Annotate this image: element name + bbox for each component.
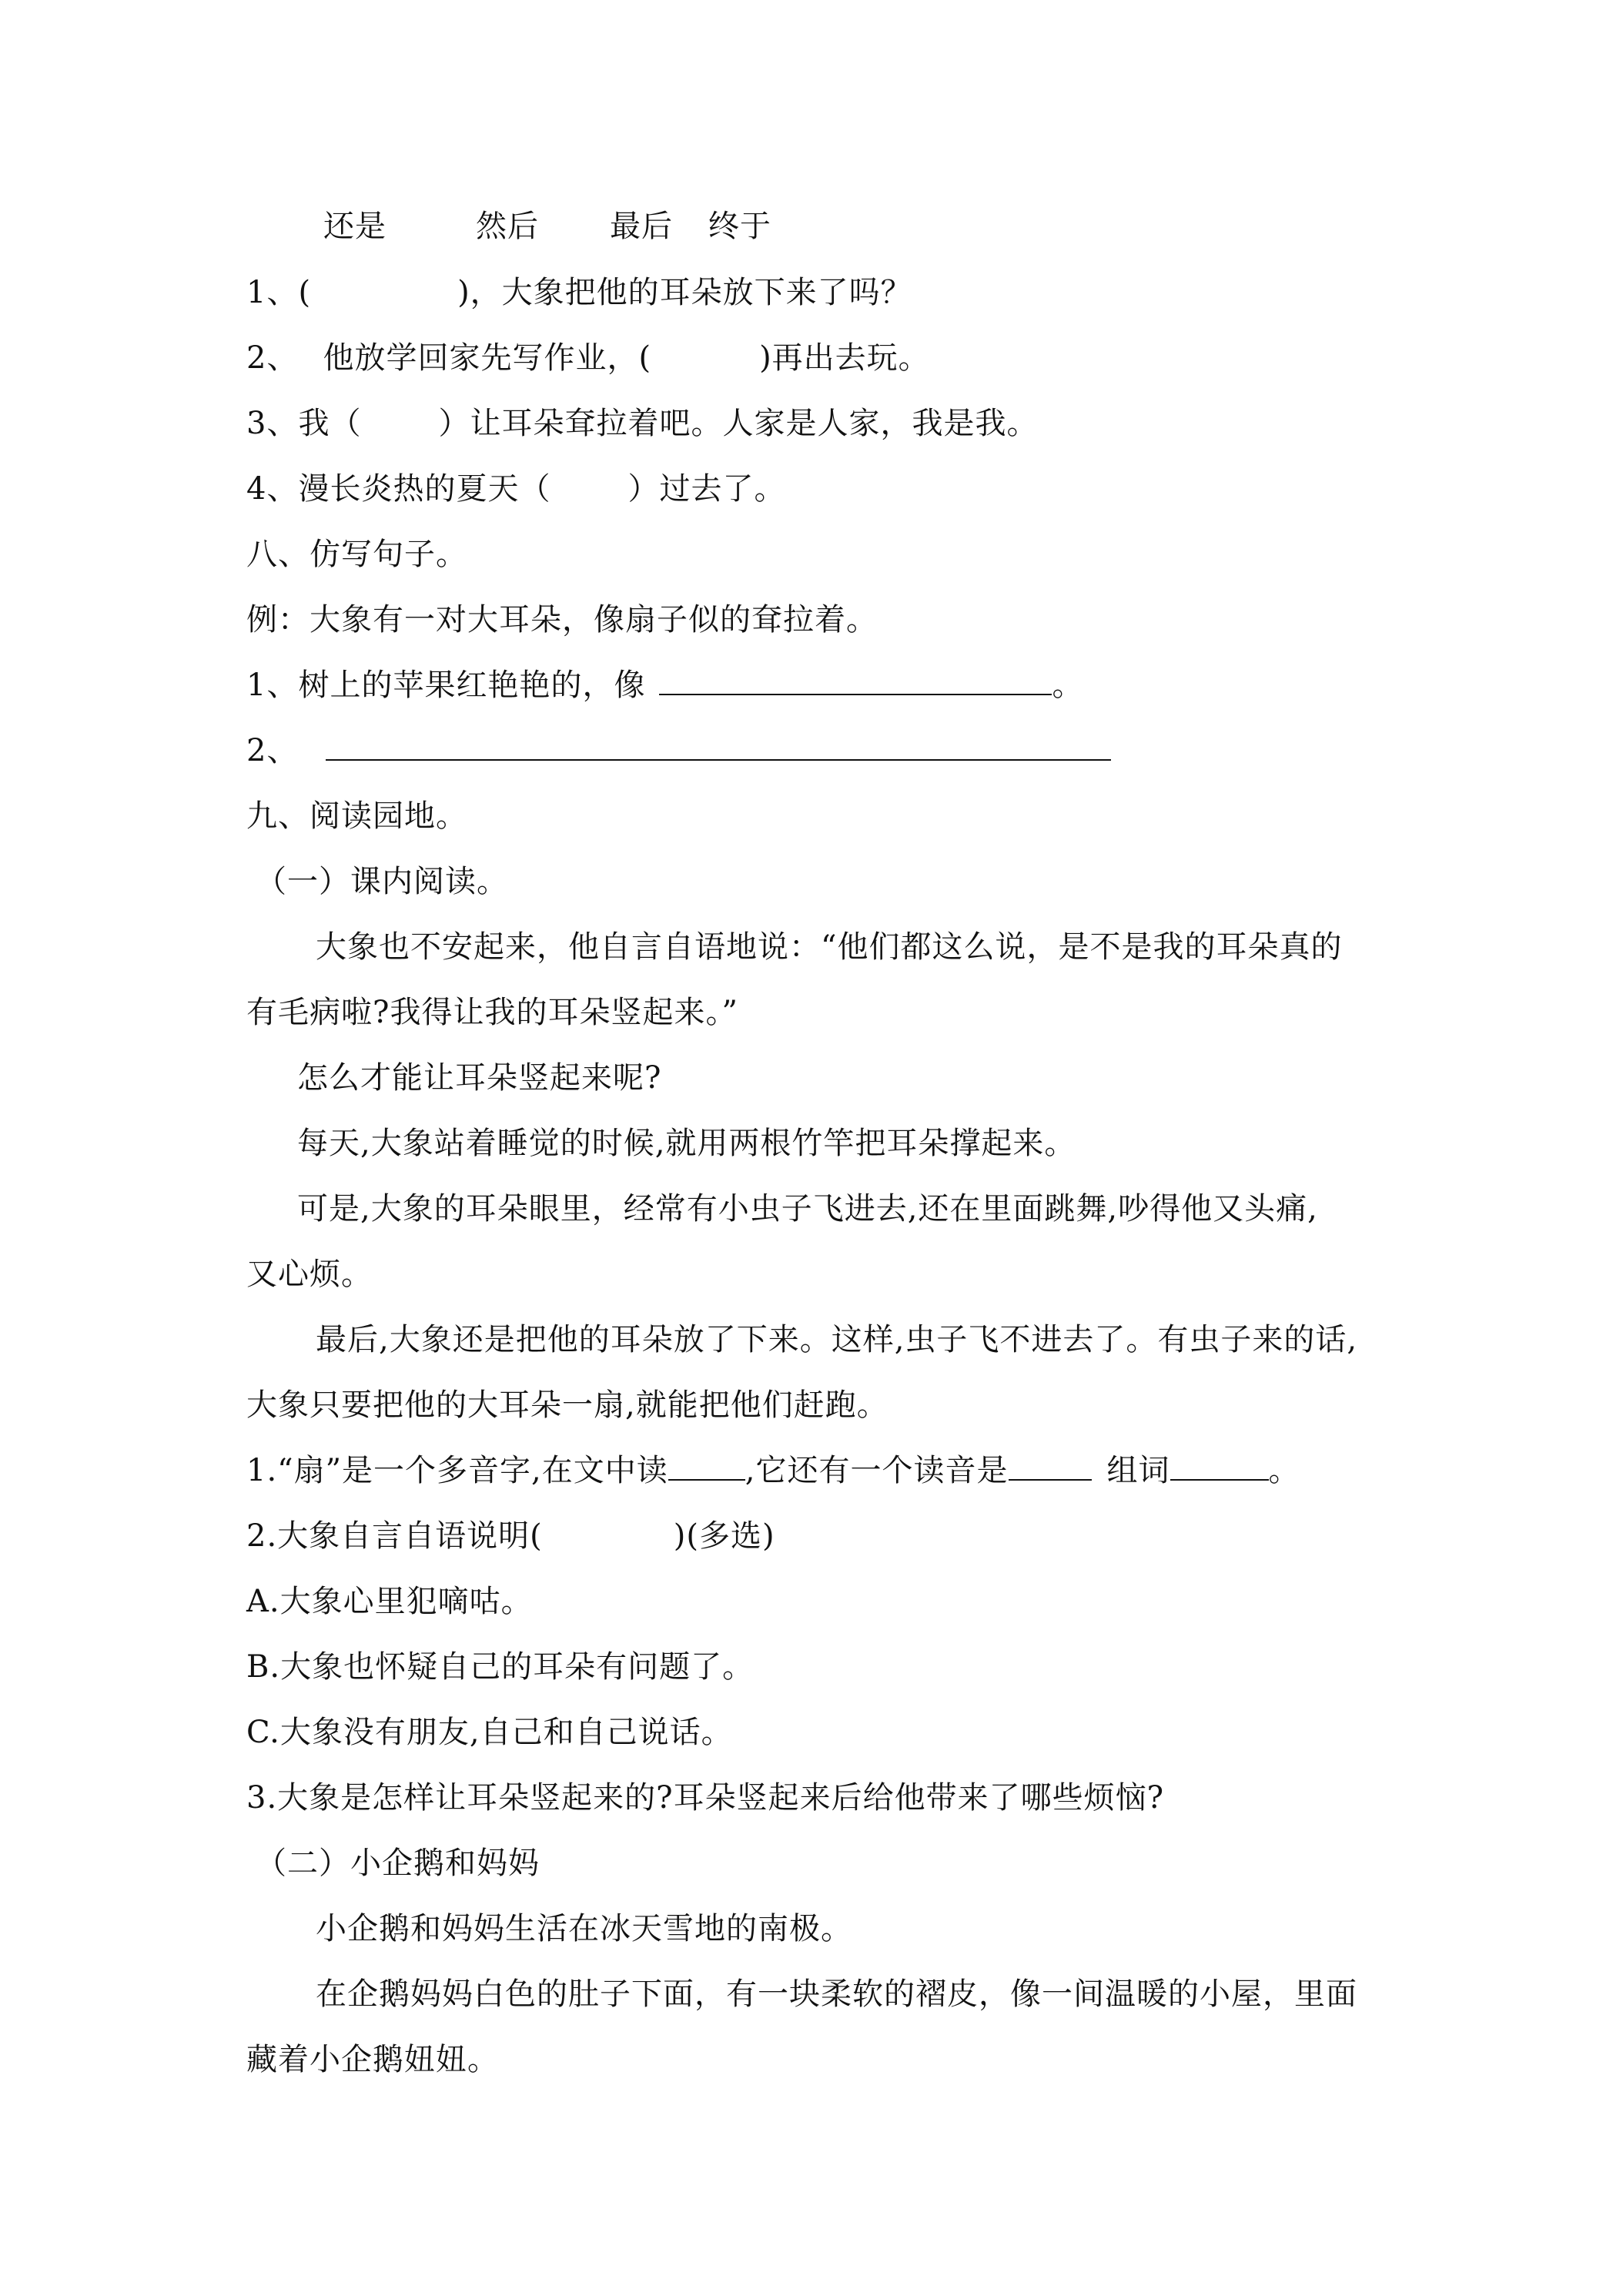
item-text: ）让耳朵耷拉着吧。人家是人家，我是我。 — [438, 406, 1039, 441]
passage-line: 大象也不安起来，他自言自语地说：“他们都这么说，是不是我的耳朵真的 — [316, 929, 1343, 965]
passage-line: 大象只要把他的大耳朵一扇,就能把他们赶跑。 — [246, 1387, 888, 1423]
item-text: )，大象把他的耳朵放下来了吗？ — [457, 275, 912, 310]
question-1 — [246, 1452, 1300, 1489]
passage-line: 小企鹅和妈妈生活在冰天雪地的南极。 — [316, 1911, 852, 1946]
question-text: ,它还有一个读音是 — [745, 1453, 1009, 1488]
passage-line: 怎么才能让耳朵竖起来呢? — [297, 1060, 662, 1096]
section-heading: 九、阅读园地。 — [246, 798, 467, 834]
imitate-item-1 — [246, 667, 1083, 704]
reading-part-title: （二）小企鹅和妈妈 — [256, 1846, 540, 1881]
answer-line[interactable] — [1009, 1478, 1092, 1481]
item-text: 1、树上的苹果红艳艳的，像 — [246, 668, 646, 703]
question-text: 1.“扇”是一个多音字,在文中读 — [246, 1453, 668, 1488]
answer-line[interactable] — [326, 758, 1111, 761]
item-text: 他放学回家先写作业，( — [323, 340, 652, 376]
passage-line: 最后,大象还是把他的耳朵放了下来。这样,虫子飞不进去了。有虫子来的话, — [316, 1322, 1358, 1357]
passage-line: 藏着小企鹅妞妞。 — [246, 2042, 499, 2077]
question-text: 。 — [1268, 1453, 1300, 1488]
passage-line: 在企鹅妈妈白色的肚子下面，有一块柔软的褶皮，像一间温暖的小屋，里面 — [316, 1976, 1357, 2012]
answer-line[interactable] — [659, 693, 1052, 695]
fill-item-1 — [246, 274, 912, 311]
item-text: ）过去了。 — [627, 471, 786, 507]
reading-part-title: （一）课内阅读。 — [256, 864, 508, 899]
section-heading: 八、仿写句子。 — [246, 537, 467, 572]
word-bank-item: 最后 — [610, 209, 673, 244]
word-bank — [323, 208, 771, 245]
item-number: 3、 — [246, 406, 299, 441]
option-c: C.大象没有朋友,自己和自己说话。 — [246, 1715, 733, 1750]
example-sentence: 例：大象有一对大耳朵，像扇子似的耷拉着。 — [246, 602, 878, 638]
question-text: )(多选) — [673, 1518, 775, 1554]
item-text: 漫长炎热的夏天（ — [298, 471, 551, 507]
item-number: 4、 — [246, 471, 299, 507]
item-number: 1、 — [246, 275, 299, 310]
option-a: A.大象心里犯嘀咕。 — [246, 1584, 533, 1619]
fill-item-2 — [246, 340, 930, 377]
item-text: 。 — [1052, 668, 1084, 703]
question-text: 组词 — [1106, 1453, 1170, 1488]
answer-line[interactable] — [668, 1478, 745, 1481]
passage-line: 可是,大象的耳朵眼里，经常有小虫子飞进去,还在里面跳舞,吵得他又头痛, — [297, 1191, 1318, 1227]
item-text: 我（ — [298, 406, 362, 441]
passage-line: 有毛病啦?我得让我的耳朵竖起来。” — [246, 995, 738, 1030]
answer-line[interactable] — [1170, 1478, 1269, 1481]
item-number: 2、 — [246, 340, 299, 376]
item-number: 2、 — [246, 733, 299, 768]
item-text: )再出去玩。 — [759, 340, 930, 376]
item-text: ( — [298, 275, 312, 310]
fill-item-4 — [246, 470, 785, 507]
question-text: 2.大象自言自语说明( — [246, 1518, 543, 1554]
word-bank-item: 然后 — [476, 209, 539, 244]
passage-line: 又心烦。 — [246, 1257, 373, 1292]
option-b: B.大象也怀疑自己的耳朵有问题了。 — [246, 1649, 755, 1685]
question-3: 3.大象是怎样让耳朵竖起来的?耳朵竖起来后给他带来了哪些烦恼? — [246, 1780, 1165, 1816]
question-2 — [246, 1518, 775, 1555]
passage-line: 每天,大象站着睡觉的时候,就用两根竹竿把耳朵撑起来。 — [297, 1126, 1076, 1161]
imitate-item-2 — [246, 732, 1111, 769]
fill-item-3 — [246, 405, 1038, 442]
word-bank-item: 终于 — [708, 209, 771, 244]
word-bank-item: 还是 — [323, 209, 387, 244]
